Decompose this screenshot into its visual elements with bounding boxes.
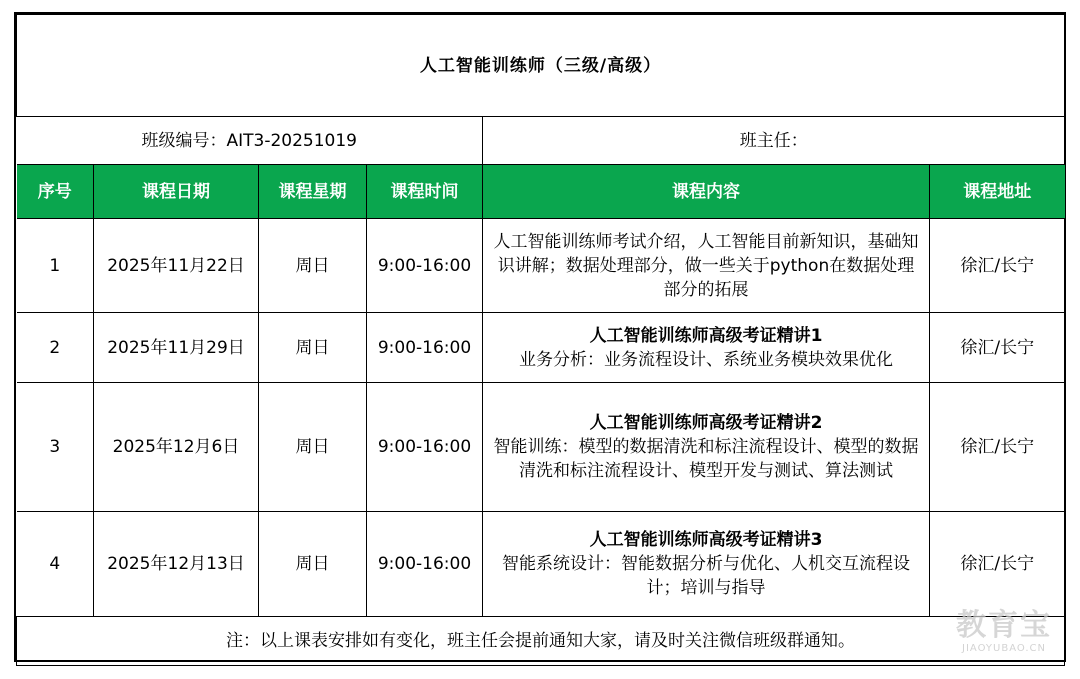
table-row [17,512,1065,617]
header-time: 课程时间 [367,165,483,219]
row-number: 4 [17,512,94,617]
row-content [483,512,930,617]
header-number: 序号 [17,165,94,219]
title-row [17,15,1065,117]
row-number: 3 [17,383,94,512]
row-weekday: 周日 [259,219,367,313]
row-number: 1 [17,219,94,313]
table-row [17,383,1065,512]
table-row [17,219,1065,313]
schedule-note: 注：以上课表安排如有变化，班主任会提前通知大家，请及时关注微信班级群通知。 [17,617,1065,666]
row-date: 2025年12月6日 [94,383,259,512]
row-time: 9:00-16:00 [367,313,483,383]
watermark-main: 教育宝 [956,608,1052,643]
row-address: 徐汇/长宁 [930,219,1065,313]
row-time: 9:00-16:00 [367,383,483,512]
row-address: 徐汇/长宁 [930,313,1065,383]
row-date: 2025年11月22日 [94,219,259,313]
row-content-text: 业务分析：业务流程设计、系统业务模块效果优化 [519,349,893,370]
row-number: 2 [17,313,94,383]
row-date: 2025年11月29日 [94,313,259,383]
header-address: 课程地址 [930,165,1065,219]
row-content-title: 人工智能训练师高级考证精讲2 [589,413,823,433]
note-row [17,617,1065,666]
row-content-text: 智能系统设计：智能数据分析与优化、人机交互流程设计；培训与指导 [502,554,910,598]
row-weekday: 周日 [259,313,367,383]
schedule-table [16,14,1065,666]
row-date: 2025年12月13日 [94,512,259,617]
row-content [483,219,930,313]
table-header-row [17,165,1065,219]
info-row [17,117,1065,165]
row-weekday: 周日 [259,512,367,617]
row-time: 9:00-16:00 [367,512,483,617]
header-date: 课程日期 [94,165,259,219]
class-number: 班级编号：AIT3-20251019 [17,117,483,165]
row-time: 9:00-16:00 [367,219,483,313]
row-address: 徐汇/长宁 [930,512,1065,617]
row-content-title: 人工智能训练师高级考证精讲3 [589,530,823,550]
row-weekday: 周日 [259,383,367,512]
row-content [483,313,930,383]
header-weekday: 课程星期 [259,165,367,219]
table-row [17,313,1065,383]
schedule-sheet [14,12,1066,662]
row-content-text: 智能训练：模型的数据清洗和标注流程设计、模型的数据清洗和标注流程设计、模型开发与测试、算法测试 [493,437,919,481]
watermark-sub: JIAOYUBAO.CN [962,643,1046,654]
page-title: 人工智能训练师（三级/高级） [17,15,1065,117]
row-content-title: 人工智能训练师高级考证精讲1 [589,325,823,346]
row-content [483,383,930,512]
row-content-text: 人工智能训练师考试介绍，人工智能目前新知识，基础知识讲解；数据处理部分，做一些关于python在数据处理部分的拓展 [493,231,919,300]
head-teacher: 班主任： [483,117,1065,165]
row-address: 徐汇/长宁 [930,383,1065,512]
header-content: 课程内容 [483,165,930,219]
